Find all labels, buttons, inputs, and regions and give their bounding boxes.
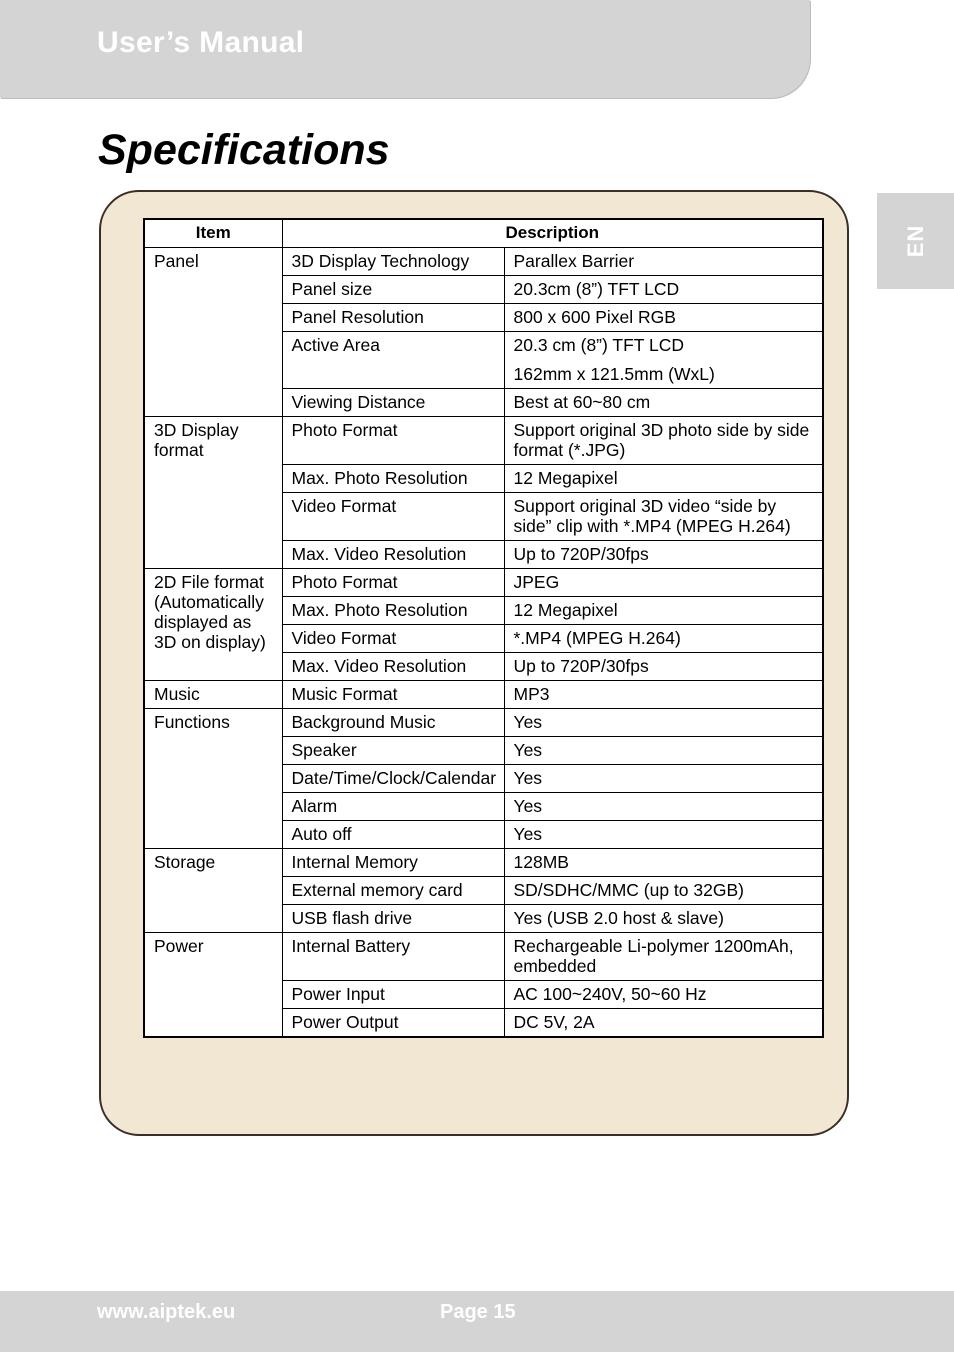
spec-name: Max. Photo Resolution — [282, 597, 504, 625]
spec-value: Yes — [504, 709, 823, 737]
table-row — [144, 849, 823, 877]
spec-value: Up to 720P/30fps — [504, 653, 823, 681]
spec-value: Yes — [504, 793, 823, 821]
spec-name: Power Input — [282, 981, 504, 1009]
spec-value: Up to 720P/30fps — [504, 541, 823, 569]
table-row — [144, 569, 823, 597]
spec-name: Panel size — [282, 276, 504, 304]
spec-name: USB flash drive — [282, 905, 504, 933]
table-row — [144, 933, 823, 981]
spec-value: 800 x 600 Pixel RGB — [504, 304, 823, 332]
spec-category: 2D File format (Automatically displayed as 3D on display) — [144, 569, 282, 681]
header-item: Item — [144, 219, 282, 248]
spec-name: Photo Format — [282, 569, 504, 597]
spec-name: Panel Resolution — [282, 304, 504, 332]
page-number: Page 15 — [440, 1301, 516, 1323]
header-description: Description — [282, 219, 823, 248]
spec-value: Yes — [504, 737, 823, 765]
spec-name: Active Area — [282, 332, 504, 389]
spec-category: Storage — [144, 849, 282, 933]
spec-value: Best at 60~80 cm — [504, 389, 823, 417]
spec-name: Music Format — [282, 681, 504, 709]
page-title: Specifications — [98, 126, 390, 174]
spec-category: Music — [144, 681, 282, 709]
spec-value: 12 Megapixel — [504, 465, 823, 493]
spec-value: 12 Megapixel — [504, 597, 823, 625]
spec-value: Yes (USB 2.0 host & slave) — [504, 905, 823, 933]
spec-category: Power — [144, 933, 282, 1038]
spec-name: External memory card — [282, 877, 504, 905]
spec-name: Video Format — [282, 625, 504, 653]
spec-value: *.MP4 (MPEG H.264) — [504, 625, 823, 653]
spec-category: Functions — [144, 709, 282, 849]
spec-table — [143, 218, 824, 1038]
spec-value: MP3 — [504, 681, 823, 709]
spec-name: Date/Time/Clock/Calendar — [282, 765, 504, 793]
table-row — [144, 709, 823, 737]
table-header-row — [144, 219, 823, 248]
spec-value: Yes — [504, 821, 823, 849]
spec-category: 3D Display format — [144, 417, 282, 569]
footer-url: www.aiptek.eu — [97, 1301, 236, 1323]
spec-value-line: 162mm x 121.5mm (WxL) — [513, 364, 715, 384]
spec-name: Auto off — [282, 821, 504, 849]
spec-name: Background Music — [282, 709, 504, 737]
spec-value-line: 20.3 cm (8”) TFT LCD — [513, 335, 684, 355]
spec-value: SD/SDHC/MMC (up to 32GB) — [504, 877, 823, 905]
spec-table-body — [144, 248, 823, 1038]
spec-name: Video Format — [282, 493, 504, 541]
spec-name: Max. Video Resolution — [282, 653, 504, 681]
spec-value: Rechargeable Li-polymer 1200mAh, embedded — [504, 933, 823, 981]
spec-name: Viewing Distance — [282, 389, 504, 417]
spec-value: 128MB — [504, 849, 823, 877]
spec-name: Speaker — [282, 737, 504, 765]
spec-value: Yes — [504, 765, 823, 793]
spec-name: Internal Memory — [282, 849, 504, 877]
manual-title: User’s Manual — [97, 26, 305, 59]
spec-name: Photo Format — [282, 417, 504, 465]
spec-value: Support original 3D video “side by side” clip with *.MP4 (MPEG H.264) — [504, 493, 823, 541]
spec-name: Power Output — [282, 1009, 504, 1038]
spec-value: Support original 3D photo side by side format (*.JPG) — [504, 417, 823, 465]
spec-category: Panel — [144, 248, 282, 417]
spec-value: 20.3cm (8”) TFT LCD — [504, 276, 823, 304]
spec-name: 3D Display Technology — [282, 248, 504, 276]
spec-value: Parallex Barrier — [504, 248, 823, 276]
spec-name: Internal Battery — [282, 933, 504, 981]
language-tab-label: EN — [902, 224, 928, 258]
spec-value — [504, 332, 823, 389]
spec-value: DC 5V, 2A — [504, 1009, 823, 1038]
spec-name: Max. Photo Resolution — [282, 465, 504, 493]
table-row — [144, 681, 823, 709]
spec-value: AC 100~240V, 50~60 Hz — [504, 981, 823, 1009]
language-tab — [877, 193, 954, 289]
spec-name: Alarm — [282, 793, 504, 821]
spec-value: JPEG — [504, 569, 823, 597]
table-row — [144, 248, 823, 276]
table-row — [144, 417, 823, 465]
spec-name: Max. Video Resolution — [282, 541, 504, 569]
